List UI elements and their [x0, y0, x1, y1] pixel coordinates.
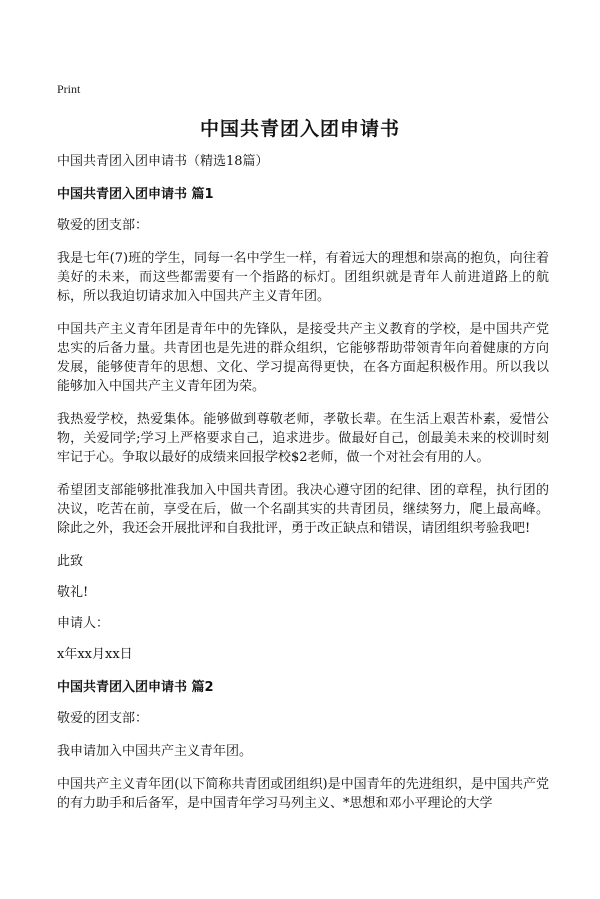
paragraph: 我申请加入中国共产主义青年团。: [57, 744, 253, 759]
section-heading-1: 中国共青团入团申请书 篇1: [57, 187, 214, 202]
document-title: 中国共青团入团申请书: [199, 118, 400, 140]
salutation: 敬爱的团支部：: [57, 711, 149, 726]
paragraph: 我是七年(7)班的学生，同每一名中学生一样，有着远大的理想和崇高的抱负，向往着美好的未来，而这些都需要有一个指路的标灯。团组织就是青年人前进道路上的航标，所以我迫切请求加入中国共产主义青年团。: [57, 251, 549, 304]
date-line: x年xx月xx日: [57, 647, 133, 662]
section-heading-2: 中国共青团入团申请书 篇2: [57, 680, 214, 695]
document-subtitle: 中国共青团入团申请书（精选18篇）: [57, 154, 269, 169]
paragraph: 我热爱学校，热爱集体。能够做到尊敬老师，孝敬长辈。在生活上艰苦朴素，爱惜公物，关爱同学;学习上严格要求自己，追求进步。做最好自己，创最美未来的校训时刻牢记于心。争取以最好的成绩来回报学校$2老师，做一个对社会有用的人。: [57, 412, 549, 465]
print-label: Print: [57, 82, 81, 96]
document-body: [57, 152, 549, 827]
closing-line: 敬礼!: [57, 585, 89, 600]
paragraph: 希望团支部能够批准我加入中国共青团。我决心遵守团的纪律、团的章程，执行团的决议，吃苦在前，享受在后，做一个名副其实的共青团员，继续努力，爬上最高峰。除此之外，我还会开展批评和自我批评，勇于改正缺点和错误，请团组织考验我吧!: [57, 483, 549, 536]
closing-line: 此致: [57, 554, 84, 569]
salutation: 敬爱的团支部：: [57, 218, 149, 233]
paragraph: 中国共产主义青年团(以下简称共青团或团组织)是中国青年的先进组织，是中国共产党的有力助手和后备军，是中国青年学习马列主义、*思想和邓小平理论的大学: [57, 777, 549, 811]
applicant-line: 申请人：: [57, 616, 110, 631]
paragraph: 中国共产主义青年团是青年中的先锋队，是接受共产主义教育的学校，是中国共产党忠实的后备力量。共青团也是先进的群众组织，它能够帮助带领青年向着健康的方向发展，能够使青年的思想、文化、学习提高得更快，在各方面起积极作用。所以我以能够加入中国共产主义青年团为荣。: [57, 322, 549, 394]
